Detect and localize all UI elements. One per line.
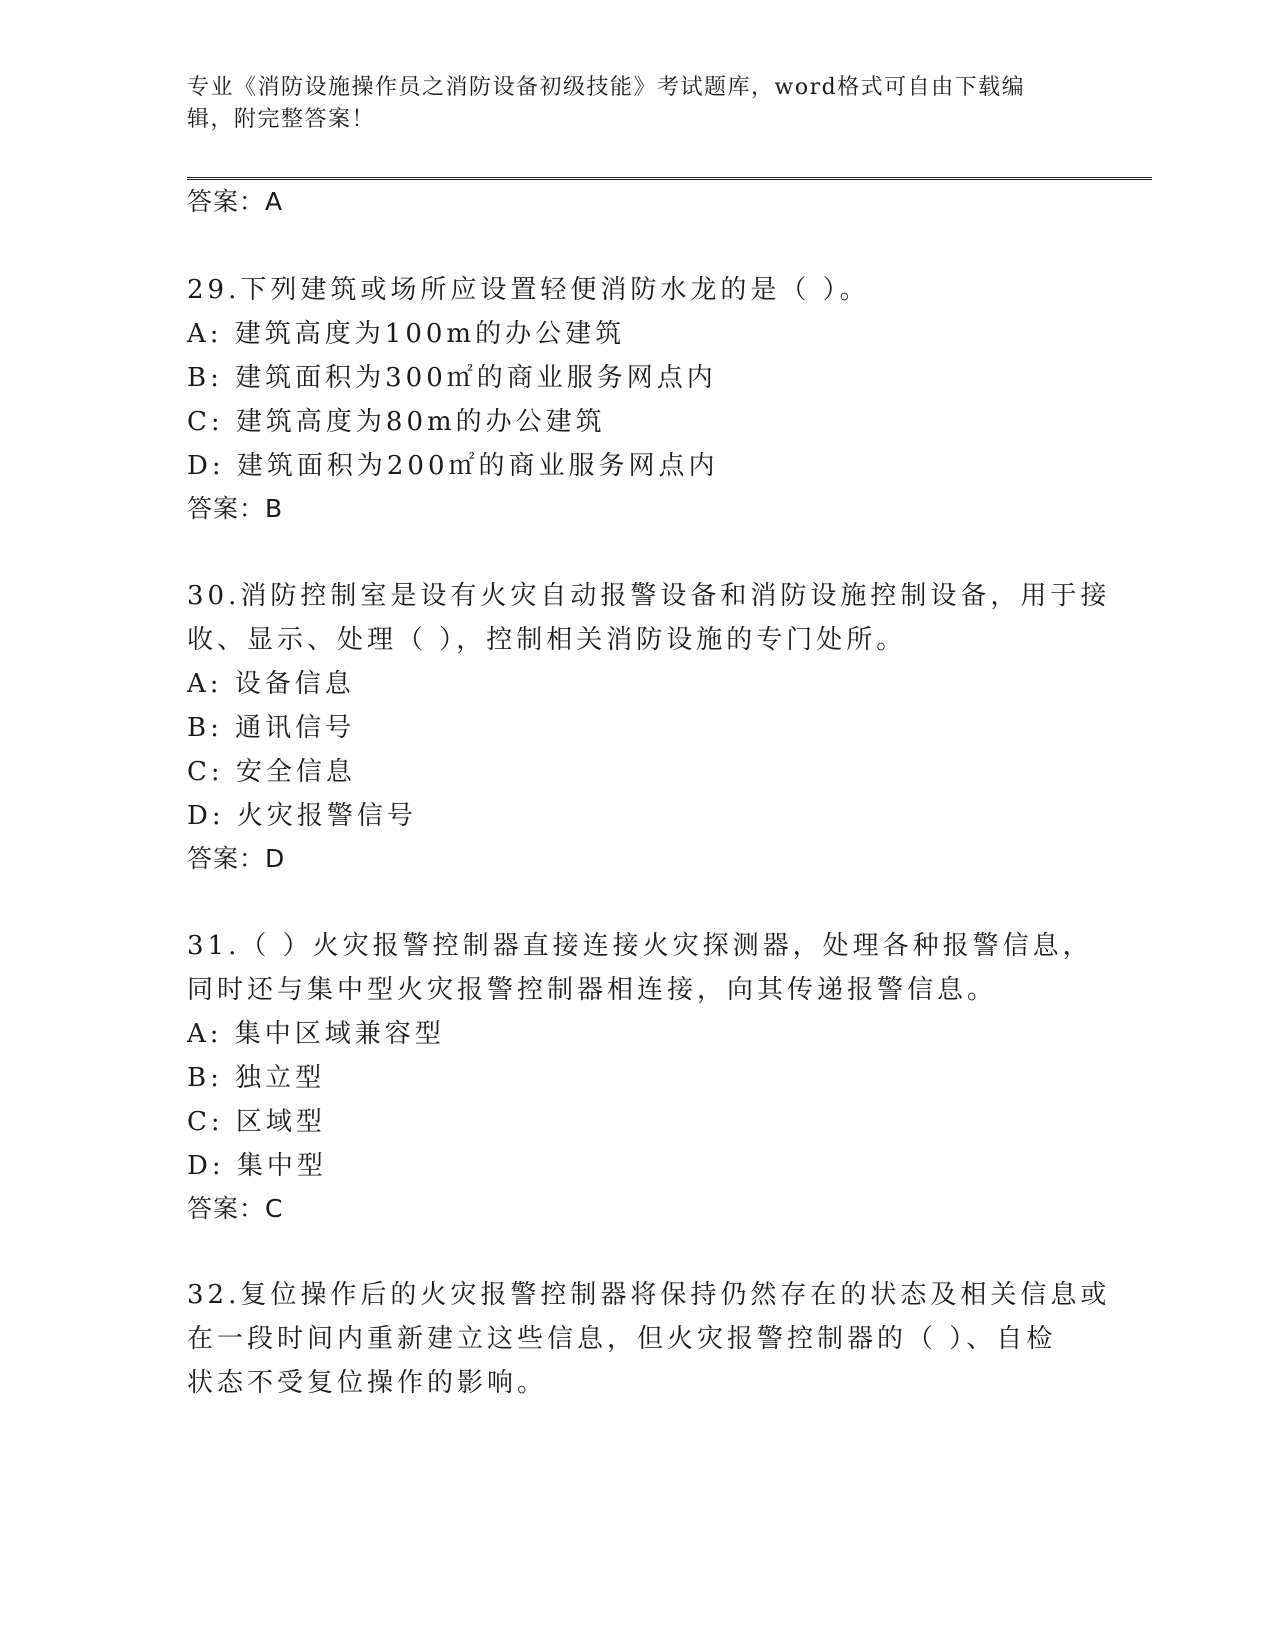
header-divider <box>187 177 1152 180</box>
question-31-stem-line-1: 31.（ ）火灾报警控制器直接连接火灾探测器，处理各种报警信息， <box>187 931 1093 961</box>
question-30-stem-line-2: 收、显示、处理（ ），控制相关消防设施的专门处所。 <box>187 625 907 655</box>
answer-28: 答案：A <box>187 187 284 216</box>
question-30-option-b: B: 通讯信号 <box>187 713 356 743</box>
question-30-option-c: C: 安全信息 <box>187 757 356 787</box>
question-29-option-d: D: 建筑面积为200㎡的商业服务网点内 <box>187 451 719 481</box>
question-29-stem-line-1: 29.下列建筑或场所应设置轻便消防水龙的是（ ）。 <box>187 275 870 305</box>
answer-31: 答案：C <box>187 1194 284 1223</box>
question-32-stem-line-3: 状态不受复位操作的影响。 <box>187 1368 548 1398</box>
question-31-option-d: D: 集中型 <box>187 1151 327 1181</box>
question-29-option-b: B: 建筑面积为300㎡的商业服务网点内 <box>187 363 717 393</box>
question-31-stem-line-2: 同时还与集中型火灾报警控制器相连接，向其传递报警信息。 <box>187 975 998 1005</box>
question-32-stem-line-1: 32.复位操作后的火灾报警控制器将保持仍然存在的状态及相关信息或 <box>187 1280 1111 1310</box>
header-line-2: 辑，附完整答案！ <box>187 107 376 132</box>
answer-29: 答案：B <box>187 494 284 523</box>
question-30-option-a: A: 设备信息 <box>187 669 355 699</box>
question-29-option-c: C: 建筑高度为80m的办公建筑 <box>187 407 606 437</box>
question-30-option-d: D: 火灾报警信号 <box>187 801 417 831</box>
question-32-stem-line-2: 在一段时间内重新建立这些信息，但火灾报警控制器的（ ）、自检 <box>187 1324 1057 1354</box>
answer-30: 答案：D <box>187 844 286 873</box>
question-31-option-b: B: 独立型 <box>187 1063 326 1093</box>
question-29-option-a: A: 建筑高度为100m的办公建筑 <box>187 319 626 349</box>
question-31-option-c: C: 区域型 <box>187 1107 326 1137</box>
document-header <box>187 72 1067 136</box>
question-30-stem-line-1: 30.消防控制室是设有火灾自动报警设备和消防设施控制设备，用于接 <box>187 581 1111 611</box>
header-line-1: 专业《消防设施操作员之消防设备初级技能》考试题库，word格式可自由下载编 <box>187 75 1026 100</box>
question-31-option-a: A: 集中区域兼容型 <box>187 1019 445 1049</box>
